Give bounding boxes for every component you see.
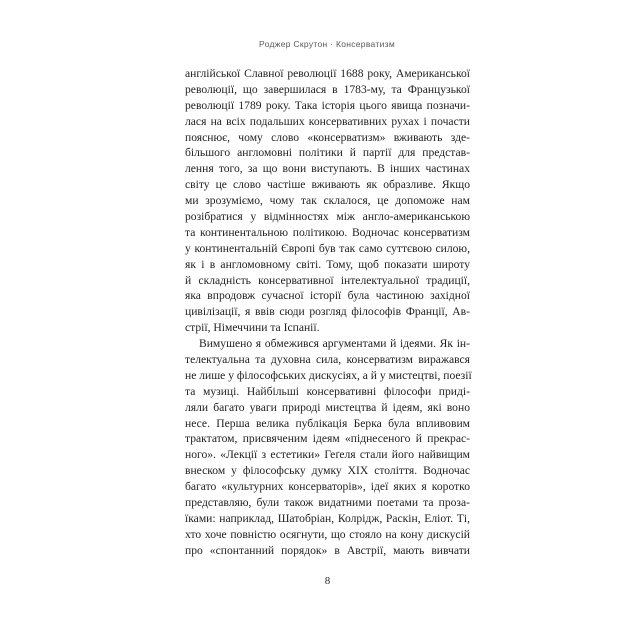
text-line: не лише у філософських дискусіях, а й у мистецтві, поезії bbox=[185, 368, 472, 382]
text-line: Вимушено я обмежився аргументами й ідеями. Як ін- bbox=[199, 337, 470, 351]
text-line: цивілізації, я ввів сюди розгляд філософів Франції, Ав- bbox=[185, 305, 470, 319]
text-line: внеском у філософську думку XIX століття. Водночас bbox=[185, 464, 470, 478]
text-line: англійської Славної революції 1688 року, Американської bbox=[185, 67, 470, 80]
text-line: ляли багато уваги природі мистецтва й ідеям, які воно bbox=[185, 400, 470, 414]
text-line: багато «культурних консерваторів», ідеї яких я коротко bbox=[185, 480, 470, 494]
page-number: 8 bbox=[324, 575, 331, 587]
text-line: про «спонтанний порядок» в Австрії, мають вивчати bbox=[185, 543, 470, 557]
text-line: розібратися у відмінностях між англо-американською bbox=[185, 210, 470, 224]
text-line: хто хоче повністю осягнути, що стояло на кону дискусій bbox=[185, 527, 470, 541]
text-line: й складність консервативної інтелектуальної традиції, bbox=[185, 273, 470, 287]
text-line: революції, що завершилася в 1783-му, та Французької bbox=[185, 82, 470, 96]
text-block bbox=[185, 66, 470, 559]
text-line: та музиці. Найбільші консервативні філософи приді- bbox=[185, 384, 470, 398]
text-line: несе. Перша велика публікація Берка була впливовим bbox=[185, 416, 470, 430]
text-line: революції 1789 року. Така історія цього явища позначи- bbox=[185, 98, 470, 112]
text-line: ми зрозуміємо, чому так склалося, це допоможе нам bbox=[185, 194, 470, 208]
text-line: як і в англомовному світі. Тому, щоб показати широту bbox=[185, 257, 470, 271]
text-line: у континентальній Європі був так само суттєвою силою, bbox=[185, 241, 470, 255]
text-line: світу це слово частіше вживають як образливе. Якщо bbox=[185, 178, 470, 192]
text-line: трактатом, присвяченим ідеям «піднесеного й прекрас- bbox=[185, 432, 470, 446]
text-line: представляю, були також видатними поетами та проза- bbox=[185, 496, 470, 510]
text-line: стрії, Німеччини та Іспанії. bbox=[185, 321, 320, 335]
text-line: та континентальною політикою. Водночас консерватизм bbox=[185, 225, 470, 239]
text-line: їками: наприклад, Шатобріан, Колрідж, Раскін, Еліот. Ті, bbox=[185, 511, 470, 525]
running-header: Роджер Скрутон · Консерватизм bbox=[259, 39, 395, 49]
text-line: яка впродовж сучасної історії була частиною західної bbox=[185, 289, 470, 303]
text-line: пояснює, чому слово «консерватизм» вживають зде- bbox=[185, 130, 470, 144]
text-line: телектуальна та духовна сила, консерватизм виражався bbox=[185, 353, 470, 367]
text-line: більшого англомовні політики й партії для представ- bbox=[185, 146, 470, 160]
text-line: лення того, за що вони виступають. В інших частинах bbox=[185, 162, 470, 176]
text-line: ного». «Лекції з естетики» Геґеля стали його найвищим bbox=[185, 448, 470, 462]
text-line: лася на всіх подальших консервативних рухах і почасти bbox=[185, 114, 470, 128]
